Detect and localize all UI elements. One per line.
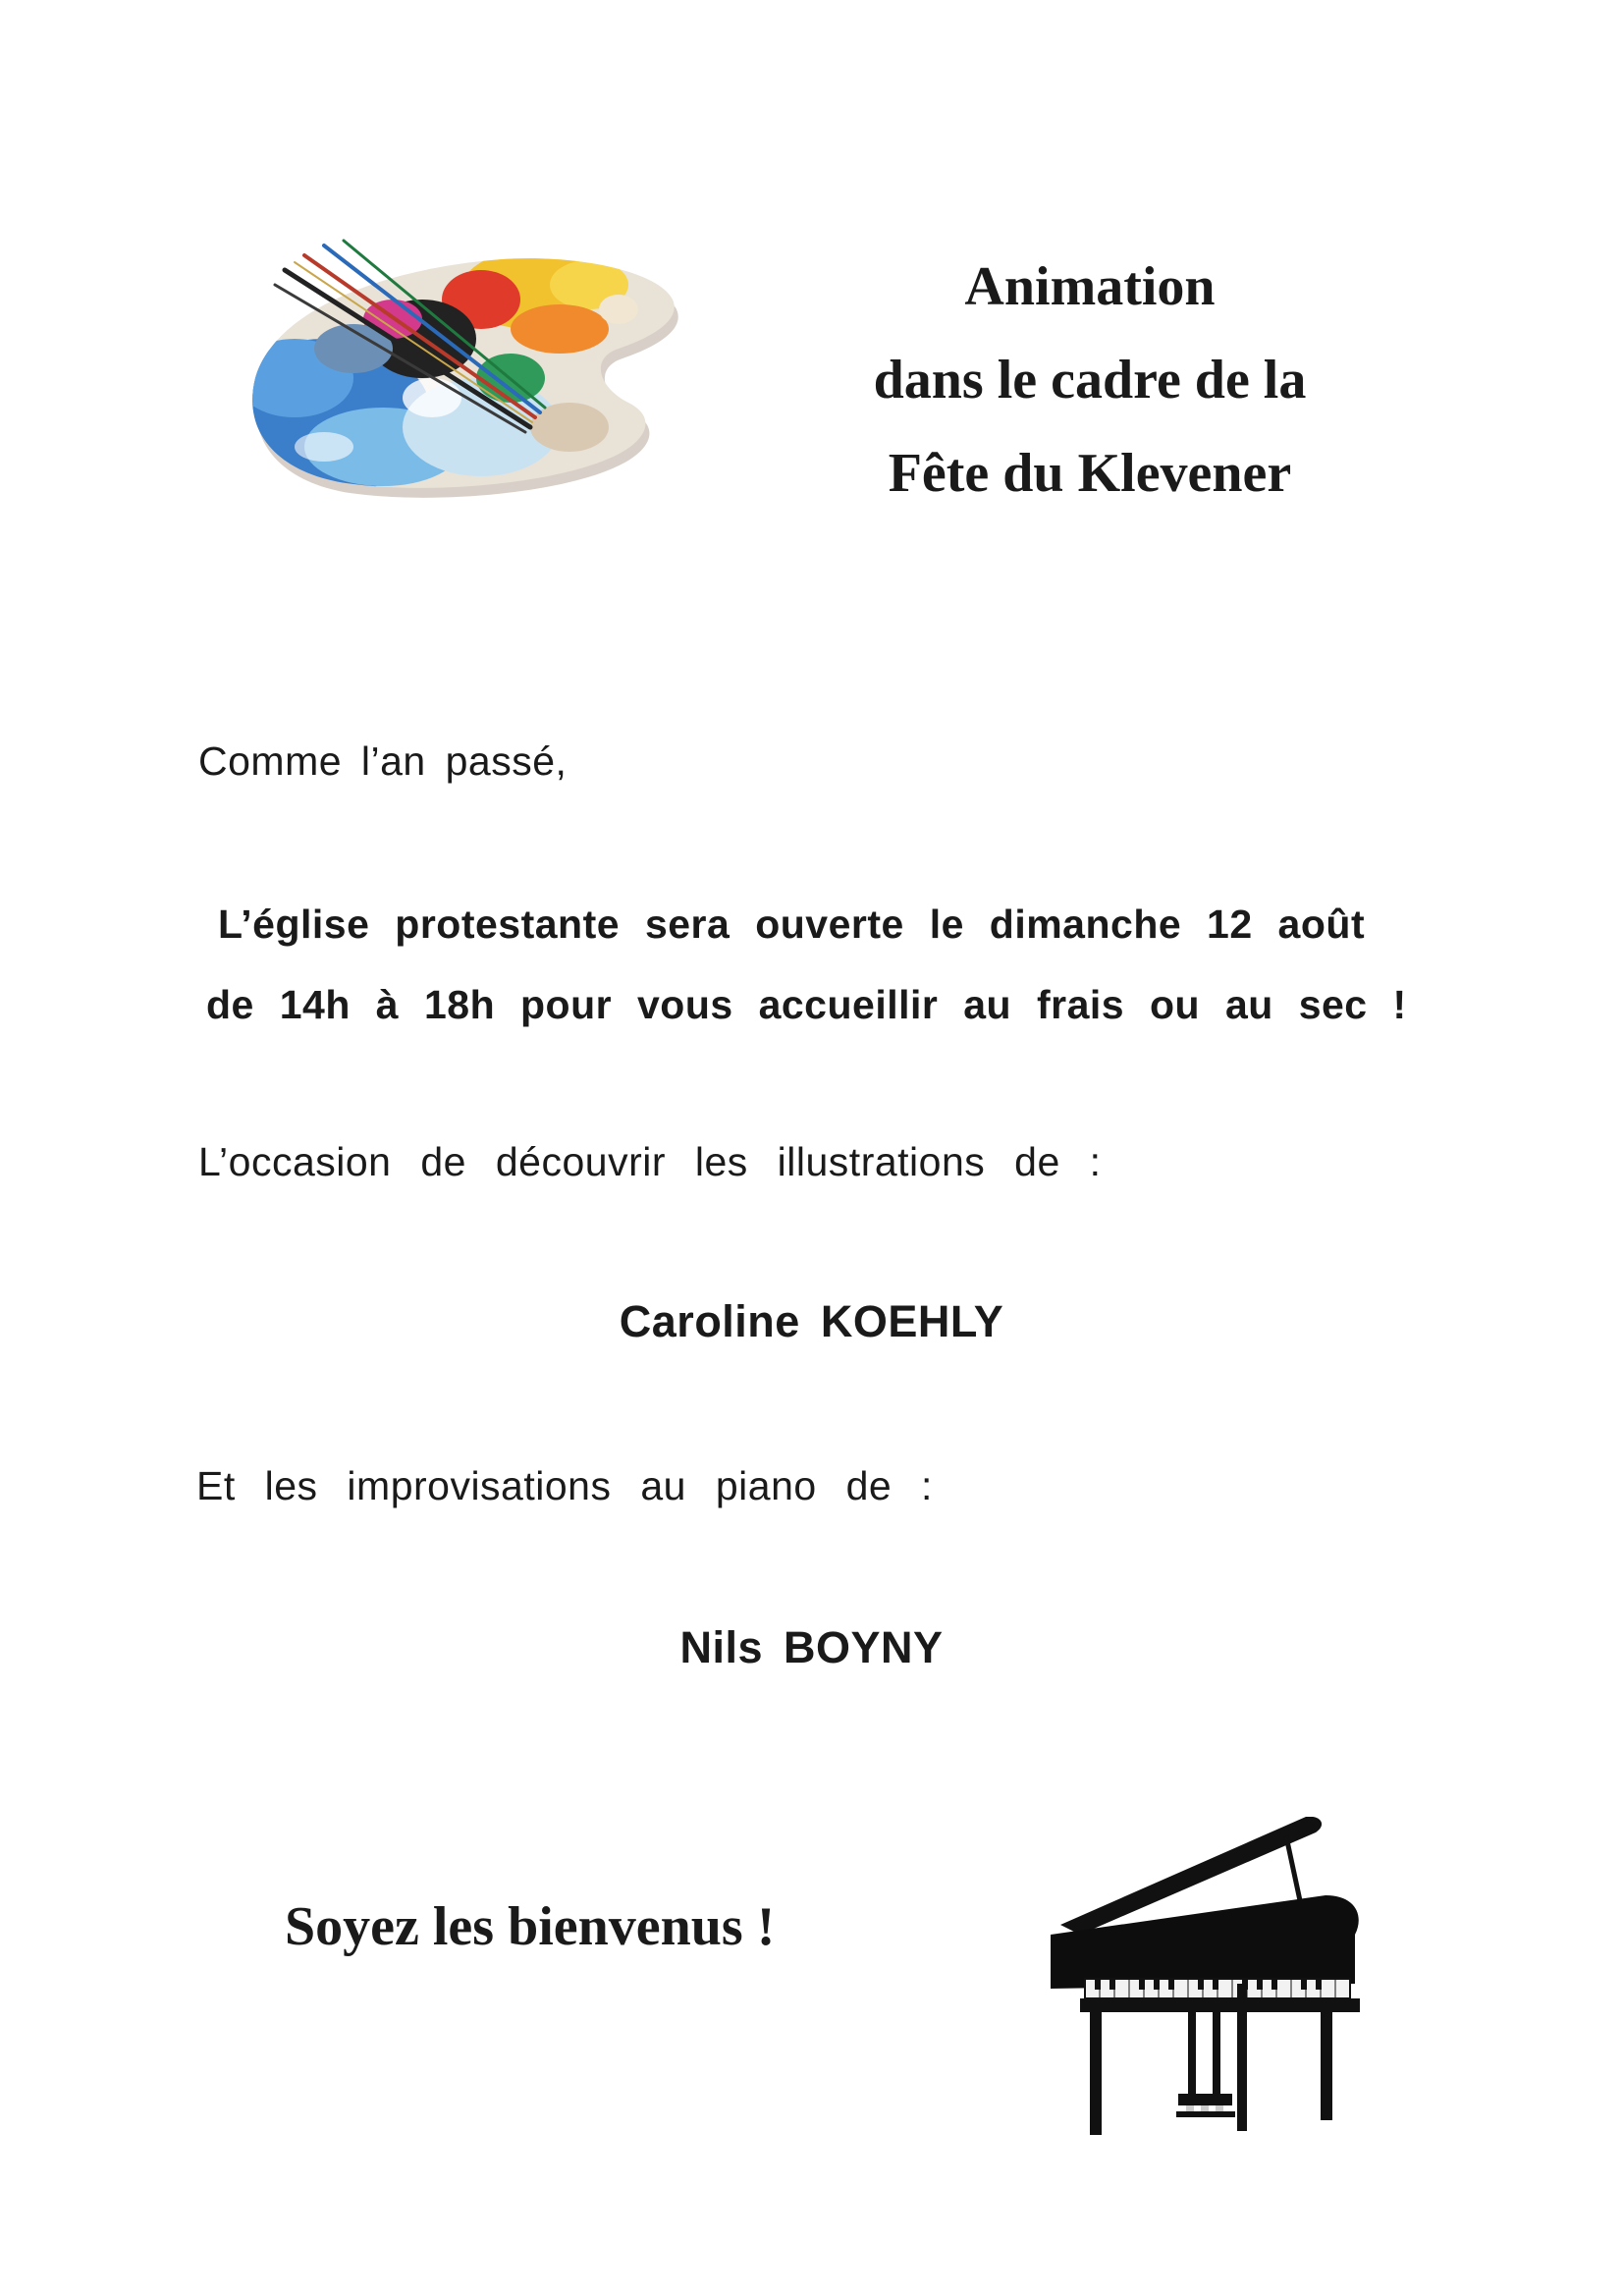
title-line-3: Fête du Klevener — [888, 443, 1292, 504]
title-line-2: dans le cadre de la — [873, 350, 1307, 410]
artist-name: Caroline KOEHLY — [619, 1296, 1004, 1346]
intro-text: Comme l’an passé, — [198, 738, 568, 784]
paint-palette-icon — [236, 231, 687, 506]
grand-piano-icon — [1041, 1817, 1375, 2141]
announcement-line-2: de 14h à 18h pour vous accueillir au frais ou au sec ! — [206, 982, 1407, 1027]
announcement-line-1: L’église protestante sera ouverte le dimanche 12 août — [218, 902, 1366, 947]
event-title — [785, 241, 1394, 520]
welcome-text: Soyez les bienvenus ! — [285, 1896, 776, 1957]
occasion-text: L’occasion de découvrir les illustrations de : — [198, 1139, 1102, 1184]
title-line-1: Animation — [964, 256, 1216, 317]
improv-text: Et les improvisations au piano de : — [196, 1463, 933, 1508]
pianist-name: Nils BOYNY — [679, 1622, 944, 1672]
